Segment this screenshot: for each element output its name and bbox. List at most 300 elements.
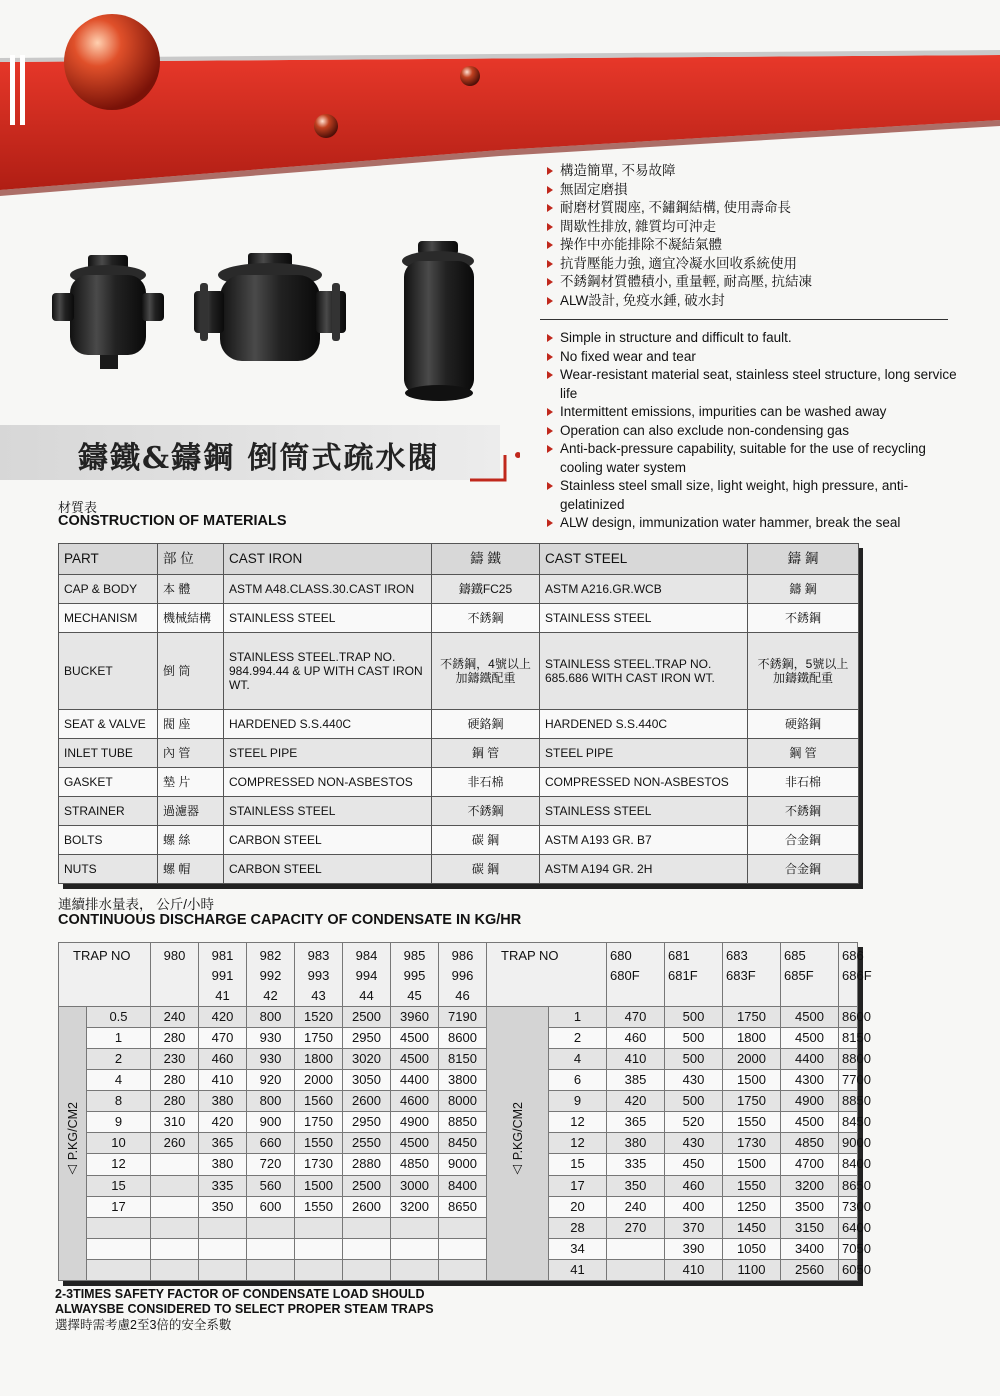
- materials-cell: 本 體: [158, 575, 224, 604]
- materials-cell: ASTM A48.CLASS.30.CAST IRON: [224, 575, 432, 604]
- capacity-cell: 365: [199, 1133, 247, 1154]
- model-header: 981 991 41: [199, 943, 247, 1007]
- capacity-cell: [343, 1238, 391, 1259]
- capacity-cell: 1730: [295, 1154, 343, 1175]
- capacity-row: [59, 1070, 858, 1091]
- materials-cell: 硬鉻鋼: [432, 709, 540, 738]
- capacity-cell: 1450: [723, 1217, 781, 1238]
- capacity-cell: [199, 1217, 247, 1238]
- materials-cell: 不銹鋼: [748, 796, 859, 825]
- capacity-cell: 460: [199, 1049, 247, 1070]
- capacity-cell: 1250: [723, 1196, 781, 1217]
- capacity-cell: 500: [665, 1028, 723, 1049]
- capacity-cell: 4500: [781, 1112, 839, 1133]
- capacity-cell: 1750: [723, 1007, 781, 1028]
- capacity-cell: 8800: [839, 1049, 858, 1070]
- capacity-cell: 4300: [781, 1070, 839, 1091]
- feature-en-item: Wear-resistant material seat, stainless steel structure, long service life: [546, 366, 966, 403]
- feature-cn-item: 無固定磨損: [546, 181, 966, 200]
- capacity-cell: 930: [247, 1028, 295, 1049]
- model-header: 685 685F: [781, 943, 839, 1007]
- capacity-cell: 335: [607, 1154, 665, 1175]
- capacity-cell: 350: [199, 1196, 247, 1217]
- capacity-cell: [439, 1238, 487, 1259]
- capacity-cell: 2880: [343, 1154, 391, 1175]
- capacity-table: [58, 942, 872, 1281]
- model-header: 683 683F: [723, 943, 781, 1007]
- pressure-cell: 34: [549, 1238, 607, 1259]
- capacity-cell: 370: [665, 1217, 723, 1238]
- materials-cell: STAINLESS STEEL: [540, 604, 748, 633]
- materials-cell: 螺 帽: [158, 854, 224, 883]
- capacity-cell: 1550: [723, 1175, 781, 1196]
- materials-table-frame: [58, 543, 858, 884]
- capacity-cell: 410: [665, 1259, 723, 1280]
- product-photo: [48, 235, 488, 425]
- capacity-cell: 430: [665, 1070, 723, 1091]
- capacity-cell: 3800: [439, 1070, 487, 1091]
- capacity-cell: [391, 1217, 439, 1238]
- capacity-cell: 380: [607, 1133, 665, 1154]
- pressure-cell: 17: [549, 1175, 607, 1196]
- feature-cn-item: ALW設計, 免疫水錘, 破水封: [546, 292, 966, 311]
- capacity-cell: 4850: [781, 1133, 839, 1154]
- pressure-cell: 9: [87, 1112, 151, 1133]
- trap-flanged: [194, 253, 346, 361]
- materials-cell: NUTS: [59, 854, 158, 883]
- capacity-cell: 1500: [723, 1154, 781, 1175]
- trap-small: [52, 255, 164, 369]
- capacity-cell: 380: [199, 1091, 247, 1112]
- footnote-en-line1: 2-3TIMES SAFETY FACTOR OF CONDENSATE LOAD SHOULD: [55, 1287, 425, 1301]
- capacity-cell: 520: [665, 1112, 723, 1133]
- materials-cell: 過濾器: [158, 796, 224, 825]
- materials-cell: 鑄鐵FC25: [432, 575, 540, 604]
- capacity-cell: 4900: [391, 1112, 439, 1133]
- trap-no-header-left: TRAP NO: [59, 943, 151, 1007]
- capacity-row: [59, 1133, 858, 1154]
- capacity-cell: [247, 1259, 295, 1280]
- materials-row: [59, 604, 859, 633]
- capacity-cell: 2500: [343, 1007, 391, 1028]
- capacity-cell: 920: [247, 1070, 295, 1091]
- materials-cell: 機械結構: [158, 604, 224, 633]
- footnote-en-line2: ALWAYSBE CONSIDERED TO SELECT PROPER STEAM TRAPS: [55, 1302, 434, 1316]
- model-header: 680 680F: [607, 943, 665, 1007]
- capacity-cell: 8400: [839, 1154, 858, 1175]
- pressure-cell: 28: [549, 1217, 607, 1238]
- capacity-cell: 280: [151, 1091, 199, 1112]
- materials-col-header: 鑄 鋼: [748, 544, 859, 575]
- divider: [540, 319, 948, 320]
- capacity-cell: 350: [607, 1175, 665, 1196]
- capacity-cell: 410: [607, 1049, 665, 1070]
- feature-cn-item: 不銹鋼材質體積小, 重量輕, 耐高壓, 抗結凍: [546, 273, 966, 292]
- capacity-cell: 3200: [391, 1196, 439, 1217]
- pressure-cell: 12: [87, 1154, 151, 1175]
- feature-en-item: ALW design, immunization water hammer, break the seal: [546, 514, 966, 533]
- materials-cell: 內 管: [158, 738, 224, 767]
- materials-cell: 墊 片: [158, 767, 224, 796]
- materials-row: [59, 825, 859, 854]
- materials-cell: 不銹鋼，5號以上加鑄鐵配重: [748, 633, 859, 710]
- pressure-cell: 15: [549, 1154, 607, 1175]
- feature-cn-item: 操作中亦能排除不凝結氣體: [546, 236, 966, 255]
- feature-en-item: Operation can also exclude non-condensing gas: [546, 422, 966, 441]
- capacity-cell: 230: [151, 1049, 199, 1070]
- materials-heading-en: CONSTRUCTION OF MATERIALS: [58, 513, 287, 529]
- pressure-cell: 0.5: [87, 1007, 151, 1028]
- capacity-cell: 3020: [343, 1049, 391, 1070]
- pressure-cell: 4: [87, 1070, 151, 1091]
- capacity-cell: [151, 1154, 199, 1175]
- materials-cell: 合金鋼: [748, 854, 859, 883]
- pressure-cell: 17: [87, 1196, 151, 1217]
- capacity-cell: [151, 1175, 199, 1196]
- capacity-cell: [151, 1238, 199, 1259]
- capacity-cell: 7300: [839, 1196, 858, 1217]
- capacity-cell: 3150: [781, 1217, 839, 1238]
- capacity-cell: 410: [199, 1070, 247, 1091]
- capacity-heading-en: CONTINUOUS DISCHARGE CAPACITY OF CONDENSATE IN KG/HR: [58, 912, 522, 928]
- capacity-cell: 2550: [343, 1133, 391, 1154]
- pressure-axis-right: [487, 1007, 549, 1281]
- capacity-cell: 560: [247, 1175, 295, 1196]
- capacity-cell: 4500: [391, 1028, 439, 1049]
- capacity-cell: 930: [247, 1049, 295, 1070]
- materials-cell: 鋼 管: [748, 738, 859, 767]
- capacity-cell: 240: [607, 1196, 665, 1217]
- capacity-cell: [607, 1238, 665, 1259]
- capacity-cell: 8150: [439, 1049, 487, 1070]
- capacity-cell: 385: [607, 1070, 665, 1091]
- capacity-cell: [391, 1238, 439, 1259]
- capacity-cell: 400: [665, 1196, 723, 1217]
- capacity-cell: 8850: [839, 1091, 858, 1112]
- capacity-cell: 8450: [439, 1133, 487, 1154]
- capacity-cell: 500: [665, 1049, 723, 1070]
- materials-row: [59, 709, 859, 738]
- capacity-row: [59, 1154, 858, 1175]
- feature-en-item: Simple in structure and difficult to fault.: [546, 329, 966, 348]
- materials-cell: STAINLESS STEEL: [224, 604, 432, 633]
- materials-cell: 閥 座: [158, 709, 224, 738]
- capacity-cell: 2950: [343, 1112, 391, 1133]
- capacity-cell: [151, 1259, 199, 1280]
- feature-cn-item: 耐磨材質閥座, 不鏽鋼結構, 使用壽命長: [546, 199, 966, 218]
- capacity-cell: 8450: [839, 1112, 858, 1133]
- materials-cell: 不銹鋼: [432, 604, 540, 633]
- pressure-cell: 1: [87, 1028, 151, 1049]
- capacity-cell: [199, 1238, 247, 1259]
- capacity-cell: 420: [199, 1112, 247, 1133]
- capacity-cell: [151, 1217, 199, 1238]
- pressure-cell: 20: [549, 1196, 607, 1217]
- pressure-cell: 8: [87, 1091, 151, 1112]
- materials-cell: 碳 鋼: [432, 854, 540, 883]
- model-header: 686 686F: [839, 943, 858, 1007]
- model-header: 681 681F: [665, 943, 723, 1007]
- capacity-cell: 8400: [439, 1175, 487, 1196]
- capacity-cell: 270: [607, 1217, 665, 1238]
- capacity-cell: 500: [665, 1007, 723, 1028]
- capacity-cell: [199, 1259, 247, 1280]
- feature-cn-item: 間歇性排放, 雜質均可沖走: [546, 218, 966, 237]
- capacity-cell: 310: [151, 1112, 199, 1133]
- capacity-cell: [439, 1259, 487, 1280]
- capacity-cell: 280: [151, 1070, 199, 1091]
- capacity-cell: 1500: [295, 1175, 343, 1196]
- footnote-cn: 選擇時需考慮2至3倍的安全系數: [55, 1318, 232, 1332]
- model-header: 983 993 43: [295, 943, 343, 1007]
- features-cn-list: [546, 162, 966, 310]
- capacity-row: [59, 1028, 858, 1049]
- capacity-cell: 1730: [723, 1133, 781, 1154]
- materials-cell: 不銹鋼: [432, 796, 540, 825]
- materials-cell: 螺 絲: [158, 825, 224, 854]
- materials-row: [59, 575, 859, 604]
- capacity-cell: [343, 1217, 391, 1238]
- capacity-cell: 2560: [781, 1259, 839, 1280]
- capacity-cell: [343, 1259, 391, 1280]
- capacity-cell: [247, 1217, 295, 1238]
- capacity-cell: 900: [247, 1112, 295, 1133]
- capacity-cell: 390: [665, 1238, 723, 1259]
- pressure-cell: 15: [87, 1175, 151, 1196]
- capacity-cell: [295, 1217, 343, 1238]
- capacity-cell: 8600: [439, 1028, 487, 1049]
- materials-cell: MECHANISM: [59, 604, 158, 633]
- materials-cell: 倒 筒: [158, 633, 224, 710]
- materials-cell: SEAT & VALVE: [59, 709, 158, 738]
- capacity-cell: 1550: [295, 1196, 343, 1217]
- capacity-cell: 3050: [343, 1070, 391, 1091]
- capacity-cell: 1050: [723, 1238, 781, 1259]
- materials-col-header: CAST STEEL: [540, 544, 748, 575]
- capacity-cell: 4500: [781, 1007, 839, 1028]
- trap-steel: [402, 241, 474, 401]
- capacity-cell: 1800: [723, 1028, 781, 1049]
- capacity-cell: 2600: [343, 1091, 391, 1112]
- feature-en-item: No fixed wear and tear: [546, 348, 966, 367]
- materials-col-header: 部 位: [158, 544, 224, 575]
- capacity-cell: 1800: [295, 1049, 343, 1070]
- capacity-cell: [391, 1259, 439, 1280]
- materials-cell: HARDENED S.S.440C: [540, 709, 748, 738]
- materials-cell: GASKET: [59, 767, 158, 796]
- pressure-cell: 4: [549, 1049, 607, 1070]
- capacity-cell: 8150: [839, 1028, 858, 1049]
- materials-cell: 碳 鋼: [432, 825, 540, 854]
- page-title: 鑄鐵&鑄鋼 倒筒式疏水閥: [78, 441, 440, 476]
- capacity-cell: 9000: [439, 1154, 487, 1175]
- capacity-row: [59, 1259, 858, 1280]
- model-header: 980: [151, 943, 199, 1007]
- capacity-cell: 800: [247, 1007, 295, 1028]
- pressure-cell: 12: [549, 1133, 607, 1154]
- capacity-cell: 9000: [839, 1133, 858, 1154]
- feature-cn-item: 抗背壓能力強, 適宜冷凝水回收系統使用: [546, 255, 966, 274]
- materials-cell: STAINLESS STEEL.TRAP NO. 685.686 WITH CAST IRON WT.: [540, 633, 748, 710]
- capacity-cell: 4400: [781, 1049, 839, 1070]
- capacity-cell: 1520: [295, 1007, 343, 1028]
- capacity-cell: 4500: [781, 1028, 839, 1049]
- feature-en-item: Intermittent emissions, impurities can be washed away: [546, 403, 966, 422]
- capacity-cell: [247, 1238, 295, 1259]
- capacity-cell: 6050: [839, 1259, 858, 1280]
- materials-cell: HARDENED S.S.440C: [224, 709, 432, 738]
- materials-cell: 鋼 管: [432, 738, 540, 767]
- pressure-cell: [87, 1238, 151, 1259]
- capacity-cell: 6400: [839, 1217, 858, 1238]
- materials-row: [59, 633, 859, 710]
- feature-en-item: Stainless steel small size, light weight, high pressure, anti-gelatinized: [546, 477, 966, 514]
- capacity-cell: 380: [199, 1154, 247, 1175]
- feature-en-item: Anti-back-pressure capability, suitable for the use of recycling cooling water system: [546, 440, 966, 477]
- capacity-cell: 335: [199, 1175, 247, 1196]
- capacity-row: [59, 1007, 858, 1028]
- materials-cell: ASTM A194 GR. 2H: [540, 854, 748, 883]
- capacity-cell: 240: [151, 1007, 199, 1028]
- capacity-cell: 2600: [343, 1196, 391, 1217]
- capacity-cell: 1500: [723, 1070, 781, 1091]
- capacity-cell: 1750: [295, 1028, 343, 1049]
- capacity-cell: 7190: [439, 1007, 487, 1028]
- capacity-cell: 1560: [295, 1091, 343, 1112]
- capacity-cell: [439, 1217, 487, 1238]
- capacity-cell: 2950: [343, 1028, 391, 1049]
- pressure-cell: 2: [87, 1049, 151, 1070]
- materials-cell: BOLTS: [59, 825, 158, 854]
- capacity-cell: 600: [247, 1196, 295, 1217]
- capacity-cell: 800: [247, 1091, 295, 1112]
- materials-cell: CARBON STEEL: [224, 854, 432, 883]
- capacity-cell: 4850: [391, 1154, 439, 1175]
- capacity-heading-cn: 連續排水量表， 公斤/小時: [58, 897, 215, 912]
- pressure-cell: [87, 1217, 151, 1238]
- capacity-cell: 1750: [723, 1091, 781, 1112]
- materials-col-header: PART: [59, 544, 158, 575]
- capacity-cell: 1550: [295, 1133, 343, 1154]
- pressure-cell: [87, 1259, 151, 1280]
- capacity-cell: 420: [199, 1007, 247, 1028]
- materials-cell: CAP & BODY: [59, 575, 158, 604]
- capacity-cell: 8000: [439, 1091, 487, 1112]
- materials-row: [59, 738, 859, 767]
- capacity-cell: 8650: [439, 1196, 487, 1217]
- model-header: 984 994 44: [343, 943, 391, 1007]
- capacity-cell: 4500: [391, 1133, 439, 1154]
- materials-cell: 非石棉: [432, 767, 540, 796]
- materials-cell: COMPRESSED NON-ASBESTOS: [224, 767, 432, 796]
- materials-table: [58, 543, 859, 884]
- capacity-row: [59, 1091, 858, 1112]
- pressure-axis-left: [59, 1007, 87, 1281]
- pressure-cell: 12: [549, 1112, 607, 1133]
- features-en-list: [546, 329, 966, 533]
- materials-cell: CARBON STEEL: [224, 825, 432, 854]
- trap-no-header-right: TRAP NO: [487, 943, 607, 1007]
- capacity-cell: [607, 1259, 665, 1280]
- capacity-cell: 4900: [781, 1091, 839, 1112]
- materials-cell: 不銹鋼，4號以上加鑄鐵配重: [432, 633, 540, 710]
- materials-cell: STRAINER: [59, 796, 158, 825]
- pressure-cell: 9: [549, 1091, 607, 1112]
- pressure-cell: 41: [549, 1259, 607, 1280]
- capacity-cell: 4700: [781, 1154, 839, 1175]
- capacity-cell: 7050: [839, 1238, 858, 1259]
- materials-row: [59, 767, 859, 796]
- materials-heading-cn: 材質表: [58, 500, 98, 515]
- materials-cell: STAINLESS STEEL: [540, 796, 748, 825]
- capacity-cell: [295, 1259, 343, 1280]
- materials-cell: INLET TUBE: [59, 738, 158, 767]
- capacity-cell: 1550: [723, 1112, 781, 1133]
- materials-cell: STEEL PIPE: [224, 738, 432, 767]
- capacity-cell: 4600: [391, 1091, 439, 1112]
- capacity-cell: 8650: [839, 1175, 858, 1196]
- capacity-cell: 4400: [391, 1070, 439, 1091]
- capacity-cell: 450: [665, 1154, 723, 1175]
- capacity-cell: 1100: [723, 1259, 781, 1280]
- capacity-cell: 8600: [839, 1007, 858, 1028]
- capacity-cell: 3000: [391, 1175, 439, 1196]
- capacity-cell: [151, 1196, 199, 1217]
- materials-cell: BUCKET: [59, 633, 158, 710]
- materials-row: [59, 854, 859, 883]
- capacity-cell: 460: [665, 1175, 723, 1196]
- capacity-cell: 720: [247, 1154, 295, 1175]
- pressure-axis-label: △ P.KG/CM2: [510, 1102, 525, 1179]
- capacity-cell: 420: [607, 1091, 665, 1112]
- materials-cell: STAINLESS STEEL: [224, 796, 432, 825]
- materials-cell: 不銹鋼: [748, 604, 859, 633]
- materials-cell: 非石棉: [748, 767, 859, 796]
- capacity-table-frame: [58, 942, 872, 1281]
- pressure-cell: 6: [549, 1070, 607, 1091]
- capacity-cell: 280: [151, 1028, 199, 1049]
- capacity-cell: 365: [607, 1112, 665, 1133]
- capacity-cell: 3400: [781, 1238, 839, 1259]
- capacity-cell: 4500: [391, 1049, 439, 1070]
- capacity-cell: 470: [199, 1028, 247, 1049]
- capacity-row: [59, 1049, 858, 1070]
- materials-col-header: 鑄 鐵: [432, 544, 540, 575]
- materials-cell: COMPRESSED NON-ASBESTOS: [540, 767, 748, 796]
- capacity-cell: [295, 1238, 343, 1259]
- capacity-row: [59, 1238, 858, 1259]
- materials-cell: STEEL PIPE: [540, 738, 748, 767]
- capacity-cell: 2000: [723, 1049, 781, 1070]
- pressure-cell: 10: [87, 1133, 151, 1154]
- materials-cell: ASTM A193 GR. B7: [540, 825, 748, 854]
- materials-col-header: CAST IRON: [224, 544, 432, 575]
- materials-cell: STAINLESS STEEL.TRAP NO. 984.994.44 & UP WITH CAST IRON WT.: [224, 633, 432, 710]
- model-header: 985 995 45: [391, 943, 439, 1007]
- capacity-row: [59, 1217, 858, 1238]
- pressure-cell: 1: [549, 1007, 607, 1028]
- materials-cell: 硬鉻鋼: [748, 709, 859, 738]
- capacity-cell: 470: [607, 1007, 665, 1028]
- capacity-cell: 3500: [781, 1196, 839, 1217]
- materials-cell: ASTM A216.GR.WCB: [540, 575, 748, 604]
- materials-row: [59, 796, 859, 825]
- materials-cell: 合金鋼: [748, 825, 859, 854]
- capacity-cell: 3960: [391, 1007, 439, 1028]
- capacity-cell: 7700: [839, 1070, 858, 1091]
- capacity-row: [59, 1112, 858, 1133]
- capacity-row: [59, 1175, 858, 1196]
